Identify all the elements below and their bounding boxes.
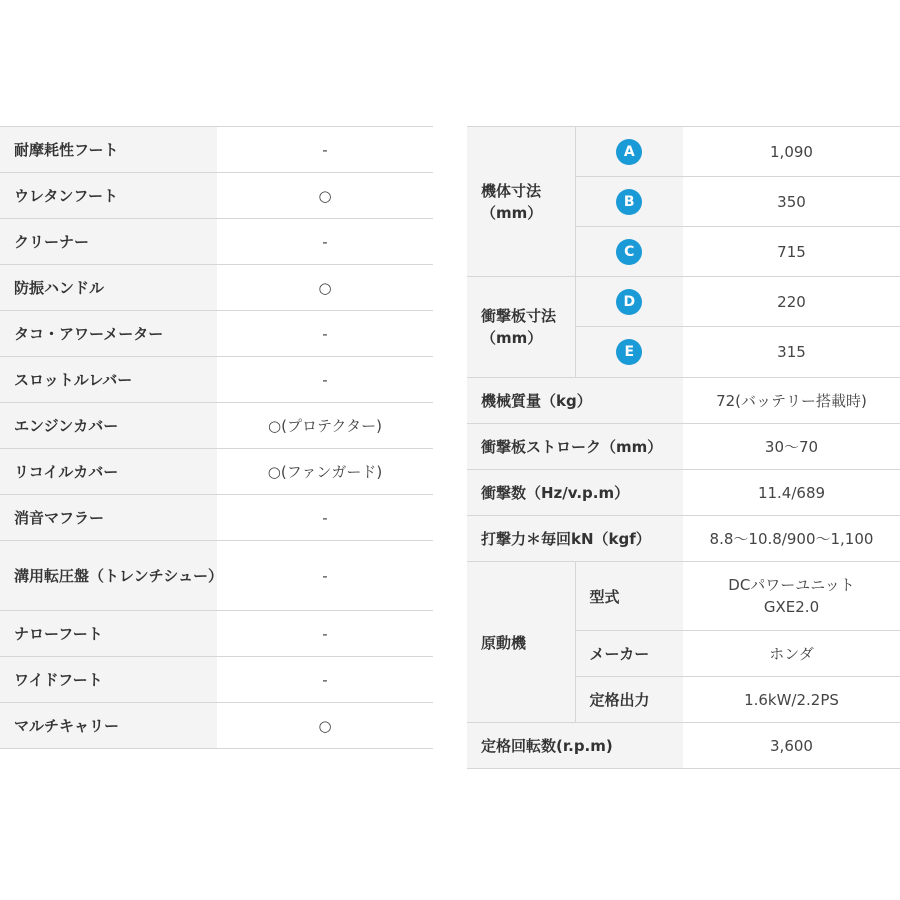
row-label: 消音マフラー <box>0 495 217 541</box>
accessory-table <box>0 126 433 749</box>
table-row <box>467 424 900 470</box>
row-label: マルチキャリー <box>0 703 217 749</box>
row-value: - <box>217 541 433 611</box>
row-value: 11.4/689 <box>683 470 900 516</box>
row-label: リコイルカバー <box>0 449 217 495</box>
row-label: ワイドフート <box>0 657 217 703</box>
engine-sub-label: メーカー <box>575 631 683 677</box>
table-row <box>467 470 900 516</box>
table-row <box>0 173 433 219</box>
table-row <box>0 449 433 495</box>
row-value: ○ <box>217 265 433 311</box>
table-row <box>0 127 433 173</box>
row-value: 1.6kW/2.2PS <box>683 677 900 723</box>
row-value: 350 <box>683 177 900 227</box>
row-label: ナローフート <box>0 611 217 657</box>
row-label: 衝撃数（Hz/v.p.m） <box>467 470 683 516</box>
dimension-badge: C <box>616 239 642 265</box>
table-row <box>0 265 433 311</box>
machine-dimensions-label: 機体寸法（mm） <box>467 127 575 277</box>
table-row <box>467 562 900 631</box>
engine-label: 原動機 <box>467 562 575 723</box>
row-value: - <box>217 127 433 173</box>
row-label: ウレタンフート <box>0 173 217 219</box>
row-value: 715 <box>683 227 900 277</box>
table-row <box>0 703 433 749</box>
row-value: - <box>217 657 433 703</box>
table-row <box>467 723 900 769</box>
table-row <box>467 277 900 327</box>
row-label: 衝撃板ストローク（mm） <box>467 424 683 470</box>
row-value: ○(プロテクター) <box>217 403 433 449</box>
spec-table <box>467 126 900 769</box>
row-label: クリーナー <box>0 219 217 265</box>
row-value: - <box>217 311 433 357</box>
engine-model-line2: GXE2.0 <box>763 598 820 616</box>
row-value: 72(バッテリー搭載時) <box>683 378 900 424</box>
table-row <box>0 403 433 449</box>
row-label: スロットルレバー <box>0 357 217 403</box>
table-row <box>0 657 433 703</box>
row-value: ○ <box>217 173 433 219</box>
row-value: 3,600 <box>683 723 900 769</box>
table-row <box>0 495 433 541</box>
row-value: - <box>217 219 433 265</box>
table-row <box>0 541 433 611</box>
plate-dimensions-label: 衝撃板寸法（mm） <box>467 277 575 378</box>
engine-sub-label: 定格出力 <box>575 677 683 723</box>
table-row <box>0 357 433 403</box>
row-value: - <box>217 357 433 403</box>
row-label: 打撃力＊毎回kN（kgf） <box>467 516 683 562</box>
row-value: 315 <box>683 327 900 378</box>
table-row <box>0 311 433 357</box>
dimension-badge: A <box>616 139 642 165</box>
row-label: 定格回転数(r.p.m) <box>467 723 683 769</box>
row-label: タコ・アワーメーター <box>0 311 217 357</box>
row-value <box>683 562 900 631</box>
row-label: 耐摩耗性フート <box>0 127 217 173</box>
table-row <box>467 127 900 177</box>
row-label: 溝用転圧盤（トレンチシュー） <box>0 541 217 611</box>
row-label: エンジンカバー <box>0 403 217 449</box>
table-row <box>0 611 433 657</box>
dimension-badge: E <box>616 339 642 365</box>
dimension-badge: B <box>616 189 642 215</box>
row-value: 220 <box>683 277 900 327</box>
row-label: 防振ハンドル <box>0 265 217 311</box>
row-label: 機械質量（kg） <box>467 378 683 424</box>
row-value: ○(ファンガード) <box>217 449 433 495</box>
engine-sub-label: 型式 <box>575 562 683 631</box>
row-value: 8.8〜10.8/900〜1,100 <box>683 516 900 562</box>
dimension-badge: D <box>616 289 642 315</box>
row-value: ホンダ <box>683 631 900 677</box>
table-row <box>467 378 900 424</box>
table-row <box>467 516 900 562</box>
table-row <box>0 219 433 265</box>
row-value: ○ <box>217 703 433 749</box>
row-value: 1,090 <box>683 127 900 177</box>
row-value: - <box>217 611 433 657</box>
engine-model-line1: DCパワーユニット <box>728 576 855 594</box>
row-value: 30〜70 <box>683 424 900 470</box>
row-value: - <box>217 495 433 541</box>
